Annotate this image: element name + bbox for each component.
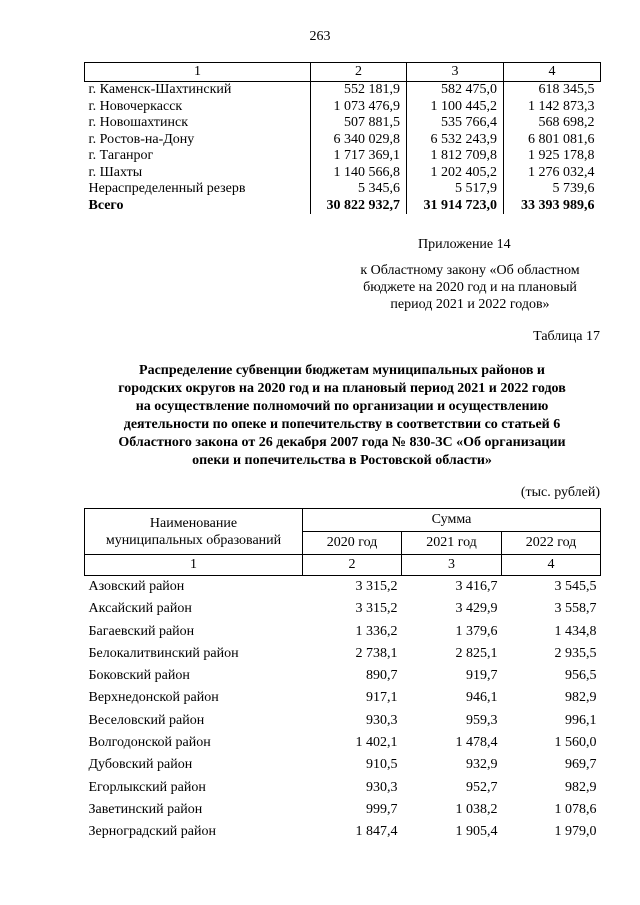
- value-2021: 6 532 243,9: [407, 132, 504, 149]
- table-row: [85, 799, 601, 821]
- column-number-row: [85, 555, 601, 576]
- value-2021: 2 825,1: [455, 645, 498, 661]
- heading-line: деятельности по опеке и попечительству в соответствии со статьей 6: [123, 417, 561, 432]
- table-row: [85, 148, 601, 165]
- value-2022: 3 558,7: [554, 601, 597, 617]
- value-2022: 956,5: [565, 668, 597, 684]
- value-2021: 1 038,2: [455, 801, 498, 817]
- heading-line: Областного закона от 26 декабря 2007 года № 830-ЗС «Об организации: [118, 435, 566, 450]
- value-2021: 3 429,9: [455, 601, 498, 617]
- value-2022: 6 801 081,6: [504, 132, 601, 149]
- table-row: [85, 710, 601, 732]
- heading-line: городских округов на 2020 год и на плановый период 2021 и 2022 годов: [118, 381, 566, 396]
- units-label: (тыс. рублей): [520, 485, 600, 500]
- total-label: Всего: [88, 197, 124, 213]
- page-number: 263: [309, 29, 331, 44]
- value-2020: 3 315,2: [355, 601, 398, 617]
- value-2022: 1 925 178,8: [504, 148, 601, 165]
- column-number: 3: [402, 555, 502, 576]
- municipality-name: г. Шахты: [88, 164, 143, 180]
- annex-reference: [340, 262, 600, 313]
- table-row: [85, 576, 601, 599]
- name-column-header: [85, 509, 303, 555]
- table-row: [85, 821, 601, 843]
- table-heading: [84, 362, 600, 470]
- value-2022: 1 078,6: [554, 801, 597, 817]
- column-number: 1: [85, 555, 303, 576]
- municipality-name: Аксайский район: [88, 601, 192, 617]
- municipality-name: Багаевский район: [88, 623, 195, 639]
- value-2021: 1 100 445,2: [407, 99, 504, 116]
- annex-line: к Областному закону «Об областном: [360, 263, 580, 278]
- total-row: [85, 198, 601, 215]
- municipality-name: г. Новочеркасск: [88, 98, 183, 114]
- table-row: [85, 132, 601, 149]
- header-text: муниципальных образований: [105, 532, 282, 548]
- subvention-table: [84, 508, 601, 844]
- municipality-name: Зерноградский район: [88, 824, 216, 840]
- value-2020: 5 345,6: [311, 181, 407, 198]
- column-number: 2: [303, 555, 402, 576]
- table-row: [85, 732, 601, 754]
- table-row: [85, 181, 601, 198]
- value-2021: 932,9: [466, 757, 498, 773]
- municipality-name: г. Ростов-на-Дону: [88, 131, 195, 147]
- heading-line: Распределение субвенции бюджетам муниципальных районов и: [139, 363, 545, 378]
- municipality-name: Егорлыкский район: [88, 779, 206, 795]
- column-number: 3: [407, 63, 504, 82]
- value-2021: 919,7: [466, 668, 498, 684]
- column-number: 1: [85, 63, 311, 82]
- heading-line: опеки и попечительства в Ростовской области»: [192, 453, 492, 468]
- value-2022: 2 935,5: [554, 645, 597, 661]
- municipality-name: Заветинский район: [88, 801, 203, 817]
- value-2020: 507 881,5: [311, 115, 407, 132]
- table-row: [85, 754, 601, 776]
- total-2020: 30 822 932,7: [311, 198, 407, 215]
- value-2021: 1 905,4: [455, 824, 498, 840]
- value-2020: 1 847,4: [355, 824, 398, 840]
- value-2022: 1 142 873,3: [504, 99, 601, 116]
- value-2021: 946,1: [466, 690, 498, 706]
- value-2021: 959,3: [466, 712, 498, 728]
- annex-line: бюджете на 2020 год и на плановый: [363, 280, 577, 295]
- municipality-name: г. Новошахтинск: [88, 115, 189, 130]
- total-2022: 33 393 989,6: [504, 198, 601, 215]
- table-row: [85, 643, 601, 665]
- value-2022: 1 979,0: [554, 824, 597, 840]
- value-2020: 2 738,1: [355, 645, 398, 661]
- value-2020: 930,3: [366, 712, 398, 728]
- value-2020: 917,1: [366, 690, 398, 706]
- annex-line: период 2021 и 2022 годов»: [390, 297, 550, 312]
- value-2020: 552 181,9: [311, 82, 407, 99]
- value-2022: 1 276 032,4: [504, 165, 601, 182]
- value-2020: 910,5: [366, 757, 398, 773]
- heading-line: на осуществление полномочий по организации и осуществлению: [135, 399, 549, 414]
- column-number: 4: [502, 555, 601, 576]
- table-row: [85, 82, 601, 99]
- table-row: [85, 598, 601, 620]
- value-2022: 982,9: [565, 779, 597, 795]
- table-row: [85, 115, 601, 132]
- value-2022: 982,9: [565, 690, 597, 706]
- year-header: 2021 год: [402, 532, 502, 555]
- municipality-name: Белокалитвинский район: [88, 645, 239, 661]
- municipality-name: Верхнедонской район: [88, 690, 219, 706]
- value-2020: 1 073 476,9: [311, 99, 407, 116]
- column-number: 4: [504, 63, 601, 82]
- column-number: 2: [311, 63, 407, 82]
- value-2022: 996,1: [565, 712, 597, 728]
- annex-title: Приложение 14: [418, 237, 511, 252]
- municipality-name: Волгодонской район: [88, 735, 211, 751]
- municipality-name: Нераспределенный резерв: [88, 181, 246, 196]
- table-row: [85, 165, 601, 182]
- municipality-name: Веселовский район: [88, 712, 205, 728]
- value-2021: 582 475,0: [407, 82, 504, 99]
- value-2020: 6 340 029,8: [311, 132, 407, 149]
- value-2021: 1 478,4: [455, 735, 498, 751]
- value-2020: 1 717 369,1: [311, 148, 407, 165]
- column-number-row: [85, 63, 601, 82]
- header-text: Наименование: [149, 515, 238, 531]
- value-2021: 1 812 709,8: [407, 148, 504, 165]
- municipality-name: г. Таганрог: [88, 148, 154, 163]
- value-2022: 618 345,5: [504, 82, 601, 99]
- table-row: [85, 777, 601, 799]
- table-row: [85, 687, 601, 709]
- value-2022: 5 739,6: [504, 181, 601, 198]
- municipality-name: Дубовский район: [88, 757, 193, 773]
- value-2022: 568 698,2: [504, 115, 601, 132]
- value-2022: 1 434,8: [554, 623, 597, 639]
- value-2021: 952,7: [466, 779, 498, 795]
- value-2020: 999,7: [366, 801, 398, 817]
- value-2020: 1 140 566,8: [311, 165, 407, 182]
- year-header: 2022 год: [502, 532, 601, 555]
- value-2020: 930,3: [366, 779, 398, 795]
- value-2022: 3 545,5: [554, 579, 597, 594]
- value-2020: 890,7: [366, 668, 398, 684]
- value-2021: 5 517,9: [407, 181, 504, 198]
- municipality-name: г. Каменск-Шахтинский: [88, 82, 232, 97]
- value-2021: 535 766,4: [407, 115, 504, 132]
- total-2021: 31 914 723,0: [407, 198, 504, 215]
- value-2022: 1 560,0: [554, 735, 597, 751]
- value-2021: 3 416,7: [455, 579, 498, 594]
- value-2022: 969,7: [565, 757, 597, 773]
- value-2020: 3 315,2: [355, 579, 398, 594]
- municipality-name: Азовский район: [88, 579, 185, 594]
- municipality-name: Боковский район: [88, 668, 190, 684]
- value-2020: 1 402,1: [355, 735, 398, 751]
- table-row: [85, 99, 601, 116]
- header-row: [85, 509, 601, 532]
- value-2021: 1 202 405,2: [407, 165, 504, 182]
- table-row: [85, 665, 601, 687]
- value-2020: 1 336,2: [355, 623, 398, 639]
- value-2021: 1 379,6: [455, 623, 498, 639]
- sum-header: Сумма: [303, 509, 601, 532]
- top-budget-table: [84, 62, 601, 214]
- year-header: 2020 год: [303, 532, 402, 555]
- table-row: [85, 621, 601, 643]
- table-number: Таблица 17: [533, 329, 600, 344]
